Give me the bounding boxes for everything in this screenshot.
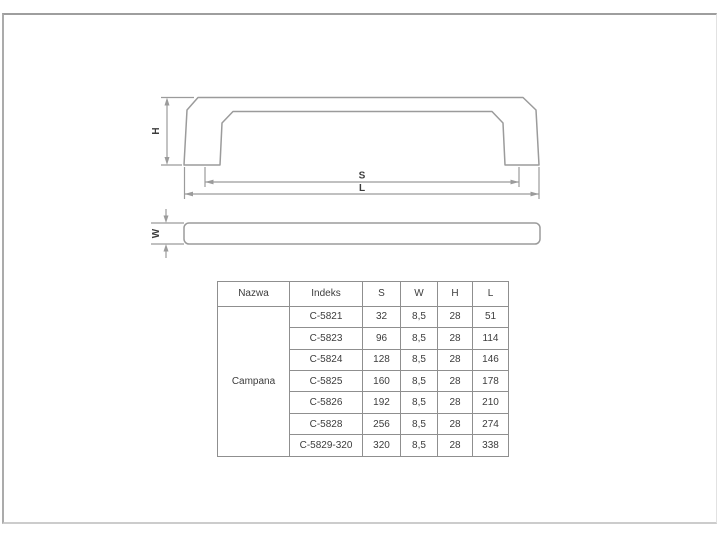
w-dimension-label: W — [151, 228, 162, 239]
cell-l: 178 — [473, 371, 509, 392]
column-header-h: H — [438, 282, 473, 307]
column-header-w: W — [401, 282, 438, 307]
handle-bar-side — [184, 223, 540, 244]
cell-l: 210 — [473, 392, 509, 413]
h-dimension-label: H — [151, 127, 162, 135]
table-header-row — [218, 282, 509, 307]
l-arrow-left-icon — [185, 192, 194, 197]
cell-indeks: C-5826 — [290, 392, 363, 413]
h-arrow-up-icon — [165, 98, 170, 106]
cell-s: 96 — [363, 328, 401, 349]
cell-h: 28 — [438, 392, 473, 413]
s-arrow-left-icon — [205, 180, 214, 185]
spec-table — [217, 281, 509, 457]
cell-w: 8,5 — [401, 328, 438, 349]
cell-w: 8,5 — [401, 349, 438, 370]
cell-h: 28 — [438, 371, 473, 392]
l-arrow-right-icon — [531, 192, 540, 197]
cell-indeks: C-5821 — [290, 306, 363, 327]
side-view — [151, 209, 540, 258]
column-header-nazwa: Nazwa — [218, 282, 290, 307]
cell-l: 146 — [473, 349, 509, 370]
cell-l: 338 — [473, 435, 509, 457]
group-name-cell: Campana — [218, 306, 290, 456]
cell-s: 256 — [363, 413, 401, 434]
w-arrow-up-icon — [164, 244, 169, 252]
cell-s: 160 — [363, 371, 401, 392]
front-view — [151, 98, 539, 200]
cell-h: 28 — [438, 328, 473, 349]
cell-h: 28 — [438, 435, 473, 457]
column-header-l: L — [473, 282, 509, 307]
cell-l: 114 — [473, 328, 509, 349]
cell-l: 51 — [473, 306, 509, 327]
cell-h: 28 — [438, 349, 473, 370]
h-arrow-down-icon — [165, 157, 170, 165]
cell-indeks: C-5829-320 — [290, 435, 363, 457]
cell-w: 8,5 — [401, 392, 438, 413]
cell-l: 274 — [473, 413, 509, 434]
cell-s: 320 — [363, 435, 401, 457]
cell-indeks: C-5823 — [290, 328, 363, 349]
cell-indeks: C-5828 — [290, 413, 363, 434]
cell-w: 8,5 — [401, 413, 438, 434]
table-row — [218, 306, 509, 327]
cell-h: 28 — [438, 306, 473, 327]
cell-h: 28 — [438, 413, 473, 434]
cell-indeks: C-5825 — [290, 371, 363, 392]
column-header-s: S — [363, 282, 401, 307]
cell-w: 8,5 — [401, 371, 438, 392]
cell-w: 8,5 — [401, 435, 438, 457]
s-dimension-label: S — [358, 170, 366, 182]
l-dimension-label: L — [358, 183, 366, 194]
cell-s: 32 — [363, 306, 401, 327]
cell-s: 192 — [363, 392, 401, 413]
cell-s: 128 — [363, 349, 401, 370]
cell-indeks: C-5824 — [290, 349, 363, 370]
w-dimension — [151, 209, 184, 258]
cell-w: 8,5 — [401, 306, 438, 327]
column-header-indeks: Indeks — [290, 282, 363, 307]
s-arrow-right-icon — [511, 180, 520, 185]
handle-outline — [184, 98, 539, 166]
w-arrow-down-icon — [164, 216, 169, 224]
